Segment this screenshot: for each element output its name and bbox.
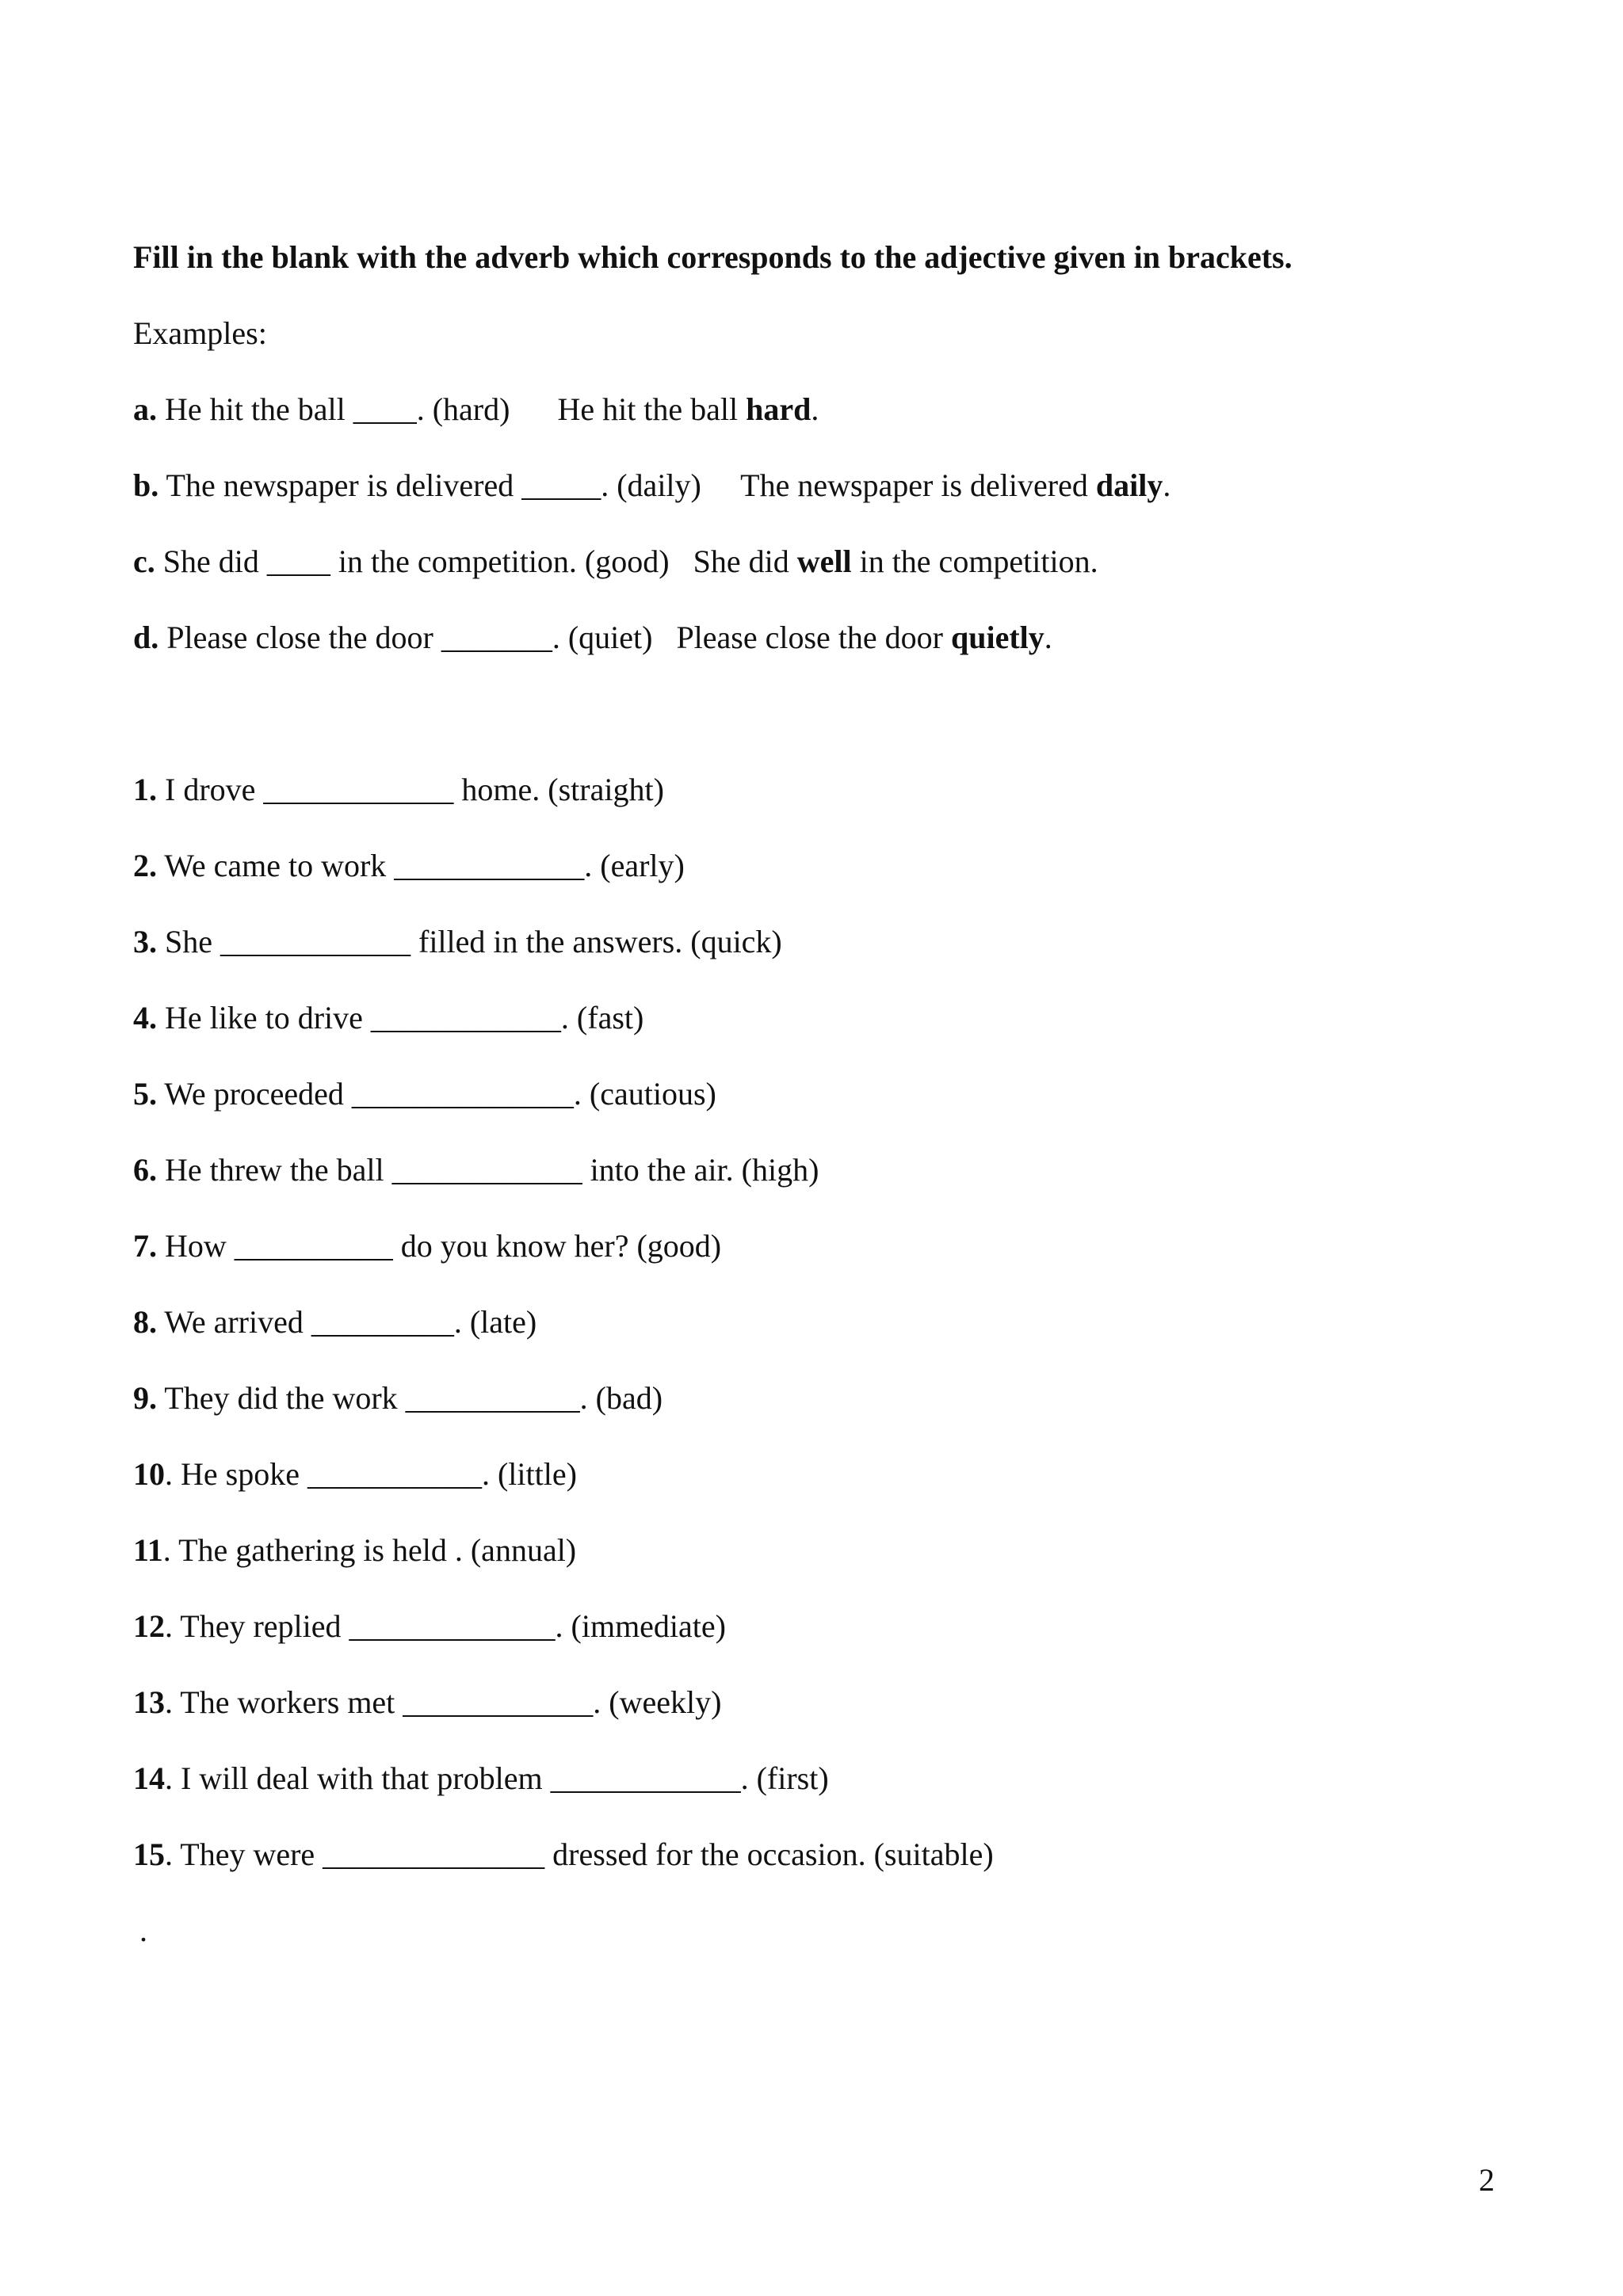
example-gap: [701, 467, 740, 503]
exercise-3: [133, 923, 782, 961]
example-answer-pre: He hit the ball: [557, 391, 747, 427]
exercise-number: 1.: [133, 772, 157, 807]
trailing-mark: .: [139, 1913, 147, 1948]
exercise-text: He threw the ball ____________ into the air. (high): [157, 1152, 819, 1188]
exercise-number: 15: [133, 1836, 165, 1872]
exercise-text: We arrived _________. (late): [157, 1304, 537, 1340]
exercise-12: [133, 1608, 726, 1646]
exercise-text: He like to drive ____________. (fast): [157, 1000, 644, 1035]
exercise-number: 7.: [133, 1228, 157, 1264]
example-prompt: The newspaper is delivered _____. (daily): [158, 467, 701, 503]
example-answer-word: daily: [1095, 467, 1163, 503]
example-a: [133, 391, 819, 429]
exercise-number: 4.: [133, 1000, 157, 1035]
example-prompt: He hit the ball ____. (hard): [157, 391, 510, 427]
exercise-15: [133, 1836, 994, 1874]
example-answer-pre: She did: [693, 543, 797, 579]
exercise-10: [133, 1455, 577, 1493]
example-answer-post: .: [1163, 467, 1171, 503]
example-letter: b.: [133, 467, 159, 503]
example-c: [133, 543, 1098, 581]
example-answer-pre: Please close the door: [676, 620, 951, 655]
exercise-6: [133, 1151, 819, 1189]
exercise-2: [133, 847, 685, 885]
exercise-text: We proceeded ______________. (cautious): [157, 1076, 716, 1112]
example-letter: c.: [133, 543, 155, 579]
exercise-text: . He spoke ___________. (little): [165, 1456, 577, 1492]
exercise-8: [133, 1303, 537, 1341]
example-answer-pre: The newspaper is delivered: [740, 467, 1096, 503]
exercise-text: . The workers met ____________. (weekly): [165, 1684, 722, 1720]
exercise-number: 13: [133, 1684, 165, 1720]
exercise-4: [133, 999, 643, 1037]
example-answer-post: .: [811, 391, 819, 427]
exercise-number: 6.: [133, 1152, 157, 1188]
exercise-number: 9.: [133, 1380, 157, 1416]
instruction-heading: Fill in the blank with the adverb which corresponds to the adjective given in brackets.: [133, 239, 1293, 275]
example-answer-word: quietly: [951, 620, 1044, 655]
example-answer-word: well: [796, 543, 852, 579]
examples-heading: Examples:: [133, 315, 267, 351]
exercise-9: [133, 1379, 663, 1417]
example-answer-word: hard: [746, 391, 812, 427]
example-gap: [652, 620, 676, 655]
exercise-text: . They were ______________ dressed for the occasion. (suitable): [165, 1836, 994, 1872]
exercise-number: 2.: [133, 848, 157, 883]
exercise-14: [133, 1760, 829, 1798]
exercise-5: [133, 1075, 716, 1113]
example-prompt: Please close the door _______. (quiet): [158, 620, 653, 655]
exercise-number: 5.: [133, 1076, 157, 1112]
example-gap: [510, 391, 557, 427]
example-d: [133, 619, 1052, 657]
exercise-text: . I will deal with that problem ____________. (first): [165, 1760, 829, 1796]
example-answer-post: in the competition.: [851, 543, 1098, 579]
exercise-number: 3.: [133, 924, 157, 959]
exercise-text: . They replied _____________. (immediate): [165, 1608, 726, 1644]
example-prompt: She did ____ in the competition. (good): [155, 543, 670, 579]
example-answer-post: .: [1044, 620, 1052, 655]
exercise-text: We came to work ____________. (early): [157, 848, 685, 883]
exercise-number: 11: [133, 1532, 163, 1568]
page-number: 2: [1479, 2162, 1495, 2198]
exercise-number: 14: [133, 1760, 165, 1796]
exercise-number: 8.: [133, 1304, 157, 1340]
example-letter: d.: [133, 620, 159, 655]
exercise-11: [133, 1531, 576, 1569]
exercise-text: They did the work ___________. (bad): [157, 1380, 663, 1416]
example-letter: a.: [133, 391, 157, 427]
exercise-7: [133, 1227, 721, 1265]
exercise-text: I drove ____________ home. (straight): [157, 772, 664, 807]
exercise-text: . The gathering is held . (annual): [162, 1532, 577, 1568]
example-gap: [670, 543, 693, 579]
exercise-text: How __________ do you know her? (good): [157, 1228, 722, 1264]
exercise-13: [133, 1684, 721, 1722]
exercise-number: 12: [133, 1608, 165, 1644]
example-b: [133, 467, 1170, 505]
exercise-text: She ____________ filled in the answers. (quick): [157, 924, 782, 959]
exercise-1: [133, 771, 664, 809]
exercise-number: 10: [133, 1456, 165, 1492]
